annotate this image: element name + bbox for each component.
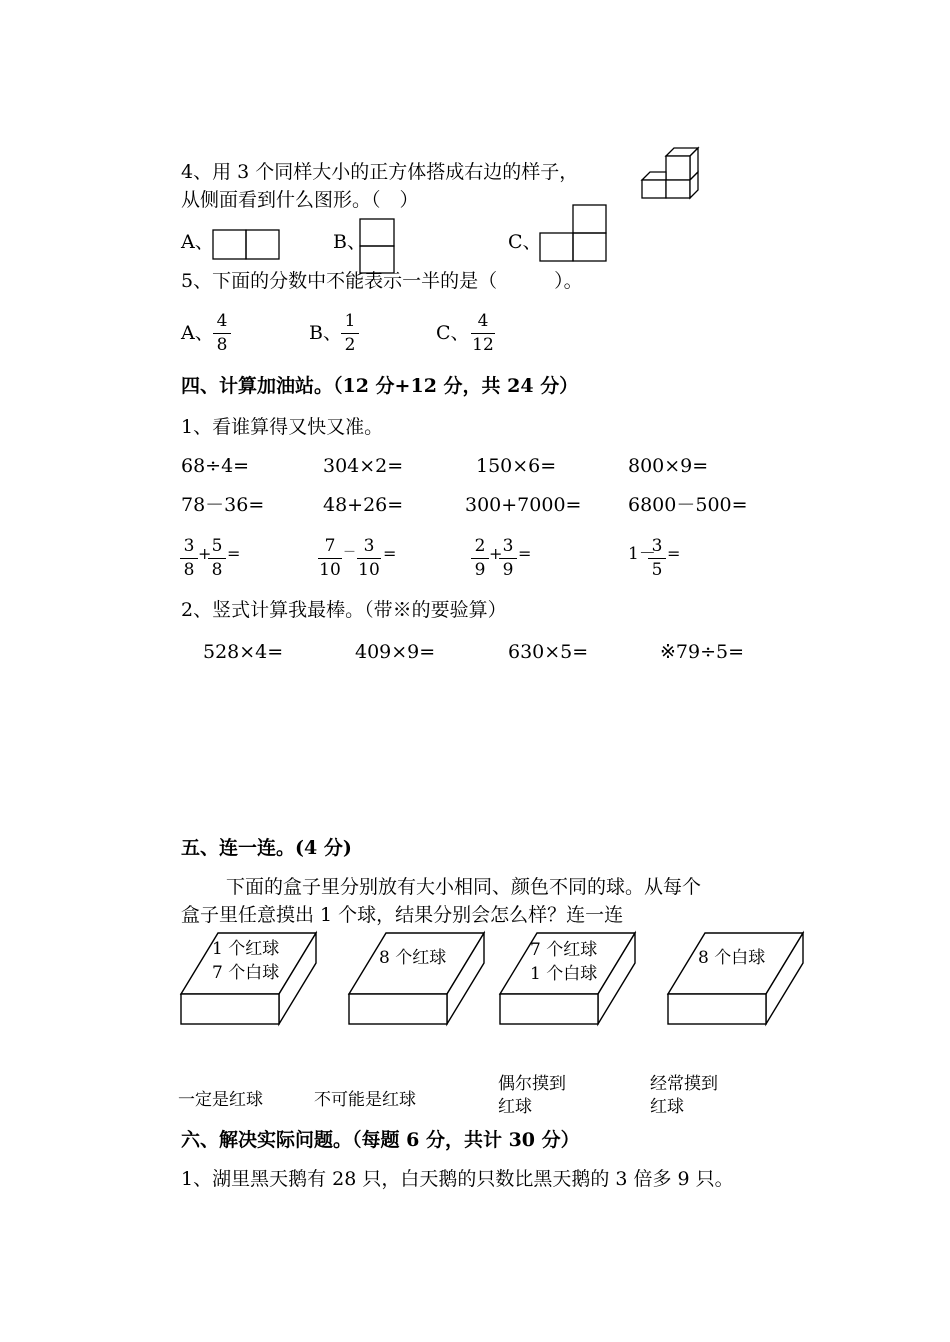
equals: = bbox=[518, 544, 532, 563]
q4-option-c-shape bbox=[539, 204, 611, 264]
outcome-2: 不可能是红球 bbox=[314, 1090, 416, 1110]
section-6-title: 六、解决实际问题。（每题 6 分，共计 30 分） bbox=[181, 1129, 580, 1151]
q4-option-c-label: C、 bbox=[508, 231, 542, 253]
calc-row1-item: 304×2= bbox=[323, 455, 404, 477]
cube-stack-figure bbox=[636, 146, 702, 202]
calc-row2-item: 78－36= bbox=[181, 494, 265, 516]
q5-option-b-label: B、 bbox=[309, 322, 342, 344]
outcome-1: 一定是红球 bbox=[178, 1090, 263, 1110]
box-2-line1: 8 个红球 bbox=[379, 948, 447, 968]
fraction: 3 5 bbox=[647, 538, 667, 579]
box-1-line1: 1 个红球 bbox=[212, 939, 280, 959]
operator: + bbox=[198, 544, 212, 563]
section-5-para1: 下面的盒子里分别放有大小相同、颜色不同的球。从每个 bbox=[226, 876, 702, 898]
ball-box-1 bbox=[180, 930, 320, 1026]
equals: = bbox=[383, 544, 397, 563]
outcome-3-line2: 红球 bbox=[498, 1097, 532, 1117]
operator: + bbox=[489, 544, 503, 563]
q4-option-b-shape bbox=[359, 218, 397, 274]
ball-box-3 bbox=[499, 930, 639, 1026]
q4-option-a-shape bbox=[212, 229, 282, 261]
section-4-sub2: 2、竖式计算我最棒。（带※的要验算） bbox=[181, 599, 507, 621]
q4-line2: 从侧面看到什么图形。（ ） bbox=[181, 189, 419, 211]
calc-row4-item: 630×5= bbox=[508, 641, 589, 663]
ball-box-2 bbox=[348, 930, 488, 1026]
calc-row1-item: 150×6= bbox=[476, 455, 557, 477]
q4-line1: 4、用 3 个同样大小的正方体搭成右边的样子， bbox=[181, 161, 579, 183]
outcome-4-line2: 红球 bbox=[650, 1097, 684, 1117]
operand-lead: 1－ bbox=[628, 544, 656, 564]
calc-row4-item: 409×9= bbox=[355, 641, 436, 663]
outcome-4-line1: 经常摸到 bbox=[650, 1074, 718, 1094]
box-4-line1: 8 个白球 bbox=[698, 948, 766, 968]
outcome-3-line1: 偶尔摸到 bbox=[498, 1074, 566, 1094]
q5-option-a-label: A、 bbox=[181, 322, 214, 344]
fraction: 3 10 bbox=[358, 536, 380, 580]
q5-option-c-fraction: 4 12 bbox=[472, 311, 494, 355]
calc-row1-item: 800×9= bbox=[628, 455, 709, 477]
calc-row4-item: 528×4= bbox=[203, 641, 284, 663]
box-3-line2: 1 个白球 bbox=[530, 964, 598, 984]
box-1-line2: 7 个白球 bbox=[212, 963, 280, 983]
calc-row2-item: 300+7000= bbox=[465, 494, 582, 516]
calc-row2-item: 48+26= bbox=[323, 494, 404, 516]
fraction: 2 9 bbox=[470, 538, 490, 579]
section-5-para2: 盒子里任意摸出 1 个球，结果分别会怎么样？连一连 bbox=[181, 904, 624, 926]
operator: － bbox=[343, 545, 357, 560]
q4-option-b-label: B、 bbox=[333, 231, 366, 253]
q5-option-b-fraction: 1 2 bbox=[340, 313, 360, 354]
q5-option-a-fraction: 4 8 bbox=[212, 313, 232, 354]
q4-option-a-label: A、 bbox=[181, 231, 214, 253]
ball-box-4 bbox=[667, 930, 807, 1026]
section-6-q1: 1、湖里黑天鹅有 28 只，白天鹅的只数比黑天鹅的 3 倍多 9 只。 bbox=[181, 1168, 734, 1190]
equals: = bbox=[667, 544, 681, 563]
section-4-title: 四、计算加油站。（12 分+12 分，共 24 分） bbox=[181, 375, 579, 397]
calc-row1-item: 68÷4= bbox=[181, 455, 250, 477]
section-4-sub1: 1、看谁算得又快又准。 bbox=[181, 416, 384, 438]
q5-option-c-label: C、 bbox=[436, 322, 470, 344]
q5-text: 5、下面的分数中不能表示一半的是（ ）。 bbox=[181, 270, 583, 292]
calc-row4-item: ※79÷5= bbox=[660, 641, 745, 663]
equals: = bbox=[227, 544, 241, 563]
fraction: 5 8 bbox=[207, 538, 227, 579]
fraction: 3 9 bbox=[498, 538, 518, 579]
section-5-title: 五、连一连。(4 分) bbox=[181, 837, 352, 859]
calc-row2-item: 6800－500= bbox=[628, 494, 748, 516]
box-3-line1: 7 个红球 bbox=[530, 940, 598, 960]
fraction: 7 10 bbox=[319, 536, 341, 580]
fraction: 3 8 bbox=[179, 538, 199, 579]
